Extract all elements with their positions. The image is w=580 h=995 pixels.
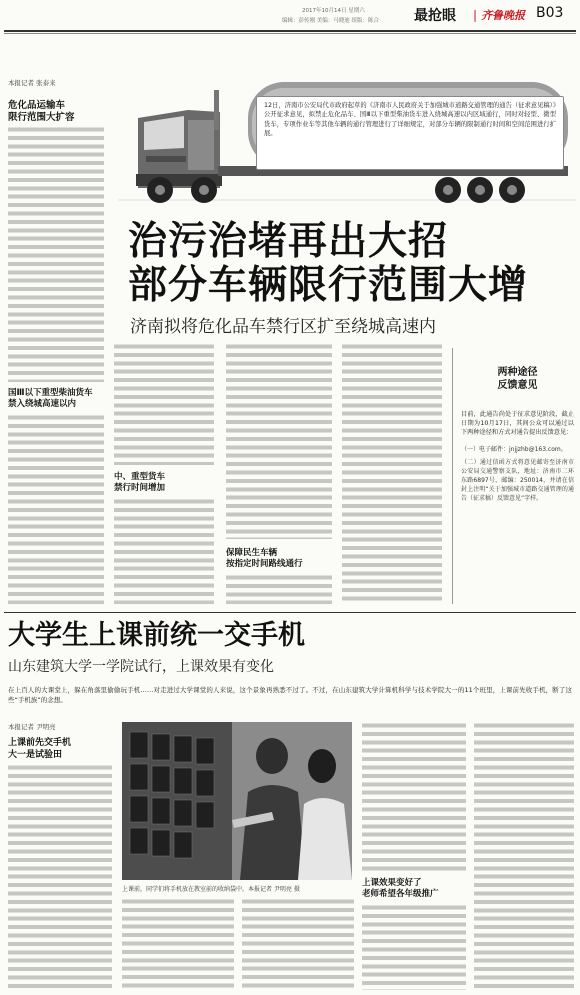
story1-headline-line1: 治污治堵再出大招 [128, 219, 449, 264]
story1-left-column-text-2 [8, 414, 104, 604]
story2-left-column-text [8, 764, 112, 990]
story2-side-subhead-1: 上课前先交手机 大一是试验田 [8, 738, 72, 760]
story1-byline: 本报记者 张泰来 [8, 79, 56, 87]
story1-column-2 [226, 343, 332, 539]
feedback-email: （一）电子邮件：jnjjzhb@163.com。 [461, 446, 567, 453]
section-name: 最抢眼 [414, 8, 456, 24]
phone-storage-photo [122, 722, 352, 880]
story1-column-3 [342, 343, 442, 604]
story2-column-3 [362, 722, 466, 872]
story2-column-4 [474, 722, 574, 990]
feedback-title: 两种途径 反馈意见 [497, 367, 538, 391]
masthead-date: 2017年10月14日 星期六 [302, 8, 365, 14]
story2-column-3b [362, 904, 466, 990]
masthead-rule-thin [4, 33, 576, 34]
masthead-editors: 编辑：彭传刚 美编：马晓迪 组版：陈合 [282, 18, 379, 24]
brand-name: 齐鲁晚报 [481, 8, 526, 22]
story1-headline-line2: 部分车辆限行范围大增 [128, 263, 529, 308]
feedback-body: 目前，此通告尚处于征求意见阶段，截止日期为10月17日，其间公众可以通过以下两种途径和方式对通告提出反馈意见： [461, 411, 574, 436]
story2-lead: 在上百人的大课堂上，躲在角落里偷偷玩手机……对走进过大学课堂的人来说，这个景象再熟悉不过了。不过，在山东建筑大学计算机科学与技术学院大一的11个班里，上课前先收手机，断了这些“手机族”的念想。 [8, 686, 572, 704]
story1-side-subhead-2: 国Ⅲ以下重型柴油货车 禁入绕城高速以内 [8, 388, 93, 409]
story1-column-subhead-b: 保障民生车辆 按指定时间路线通行 [226, 548, 303, 569]
story2-column-below-photo-2 [242, 898, 354, 990]
brand-mark-icon: ❘ [470, 7, 481, 22]
feedback-letter: （二）通过信函方式将意见邮寄至济南市公安局交通警察支队，地址：济南市二环东路6897号，邮编：250014，并请在信封上注明“关于加强城市道路交通管理的通告（征求稿）反馈意见”字样。 [461, 459, 574, 502]
story2-byline: 本报记者 尹明亮 [8, 723, 56, 731]
story1-column-1 [114, 343, 214, 465]
page-number: B03 [536, 5, 564, 21]
story1-column-2b [226, 574, 332, 604]
story2-headline: 大学生上课前统一交手机 [8, 620, 305, 651]
story1-deck: 济南拟将危化品车禁行区扩至绕城高速内 [130, 317, 436, 337]
story2-side-subhead-2: 上课效果变好了 老师希望各年级推广 [362, 878, 439, 899]
story2-column-below-photo-1 [122, 898, 234, 990]
truck-banner-text: 12日，济南市公安局代市政府起草的《济南市人民政府关于加强城市道路交通管理的通告（征求意见稿）》公开征求意见，拟禁止危化品车、国Ⅲ以下重型柴油货车进入绕城高速以内区域通行，同时对轻型、微型货车，专项作业车等其他车辆的通行管理进行了详细规定，对部分车辆的限制通行时间和空间范围进行扩展。 [264, 102, 556, 138]
brand-logo [470, 5, 530, 24]
photo-caption: 上课前，同学们将手机放在教室前的收纳袋中。本报记者 尹明亮 摄 [122, 886, 300, 893]
story1-column-1b [114, 498, 214, 604]
story1-left-column-text-1 [8, 126, 104, 382]
story1-column-subhead-a: 中、重型货车 禁行时间增加 [114, 472, 166, 493]
story1-side-subhead-1: 危化品运输车 限行范围大扩容 [8, 100, 75, 123]
feedback-box [452, 348, 574, 604]
masthead-rule [4, 30, 576, 32]
story2-deck: 山东建筑大学一学院试行，上课效果有变化 [8, 659, 274, 675]
story-separator [4, 612, 576, 613]
truck-banner-box [256, 96, 564, 170]
